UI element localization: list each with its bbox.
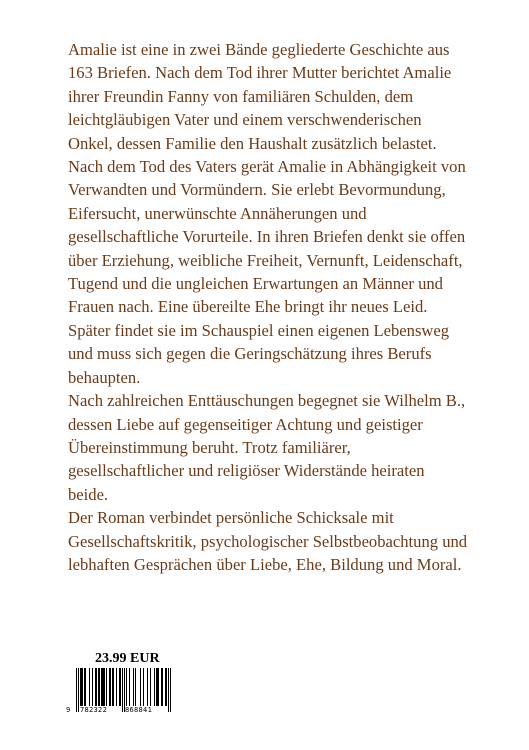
barcode-bar (133, 668, 134, 706)
barcode-bar (84, 668, 85, 706)
blurb-paragraph: Der Roman verbindet persönliche Schicksale mit Gesellschaftskritik, psychologischer Selbstbeobachtung und lebhaften Gesprächen über Liebe, Ehe, Bildung und Moral. (68, 508, 468, 574)
barcode-bar (140, 668, 141, 706)
isbn-right-group: 868841 (125, 706, 153, 714)
blurb-paragraph: Nach dem Tod des Vaters gerät Amalie in Abhängigkeit von Verwandten und Vormündern. Sie erlebt Bevormundung, Eifersucht, unerwünschte Annäherungen und gesellschaftliche Vorurteile. In ihren Briefen denkt sie offen über Erziehung, weibliche Freiheit, Vernunft, Leidenschaft, Tugend und die ungleichen Erwartungen an Männer und Frauen nach. Eine übereilte Ehe bringt ihr neues Leid. Später findet sie im Schauspiel einen eigenen Lebensweg und muss sich gegen die Geringschätzung ihres Berufs behaupten. (68, 157, 466, 387)
barcode-bar (112, 668, 113, 706)
barcode-bar (98, 668, 99, 706)
barcode-bar (85, 668, 86, 706)
barcode-bar (101, 668, 102, 706)
barcode-bar (154, 668, 155, 706)
barcode-bar (116, 668, 117, 706)
isbn-left-group: 782322 (80, 706, 108, 714)
blurb-text (68, 38, 468, 576)
barcode-bar (92, 668, 93, 706)
barcode-bar (99, 668, 100, 706)
barcode-bar (81, 668, 82, 706)
barcode-bar (158, 668, 159, 706)
barcode-bar (150, 668, 151, 706)
barcode-bar (102, 668, 103, 706)
barcode-bar (104, 668, 105, 706)
barcode-bar (96, 668, 97, 706)
barcode-bar (147, 668, 148, 706)
barcode-bar (120, 668, 121, 706)
barcode-bar (143, 668, 144, 706)
barcode-bar (126, 668, 127, 706)
barcode-bar (113, 668, 114, 706)
barcode-bar (156, 668, 157, 706)
barcode-bar (80, 668, 81, 706)
price-label: 23.99 EUR (95, 651, 160, 666)
barcode-bar (157, 668, 158, 706)
barcode-bar (122, 668, 123, 712)
barcode-bar (166, 668, 167, 706)
barcode-bar (170, 668, 171, 712)
barcode-bar (168, 668, 169, 712)
barcode-bar (82, 668, 83, 706)
barcode-bar (76, 668, 77, 712)
barcode-bar (89, 668, 90, 706)
barcode-bar (103, 668, 104, 706)
barcode-bar (129, 668, 130, 706)
barcode-bar (78, 668, 79, 712)
blurb-paragraph: Nach zahlreichen Enttäuschungen begegnet sie Wilhelm B., dessen Liebe auf gegenseitiger Achtung und geistiger Übereinstimmung beruht. Trotz familiärer, gesellschaftlicher und religiöser Widerstände heiraten beide. (68, 391, 466, 504)
barcode-bar (162, 668, 163, 706)
barcode-bar (119, 668, 120, 706)
barcode-bar (106, 668, 107, 706)
isbn-first-digit: 9 (66, 706, 71, 714)
barcode-bar (165, 668, 166, 706)
barcode-bar (161, 668, 162, 706)
barcode-bar (135, 668, 136, 706)
barcode-bar (109, 668, 110, 706)
isbn-barcode (66, 668, 176, 718)
barcode-bar (95, 668, 96, 706)
barcode-bar (110, 668, 111, 706)
blurb-paragraph: Amalie ist eine in zwei Bände gegliederte Geschichte aus 163 Briefen. Nach dem Tod ihrer Mutter berichtet Amalie ihrer Freundin Fanny von familiären Schulden, dem leichtgläubigen Vater und einem verschwenderischen Onkel, dessen Familie den Haushalt zusätzlich belastet. (68, 40, 452, 153)
